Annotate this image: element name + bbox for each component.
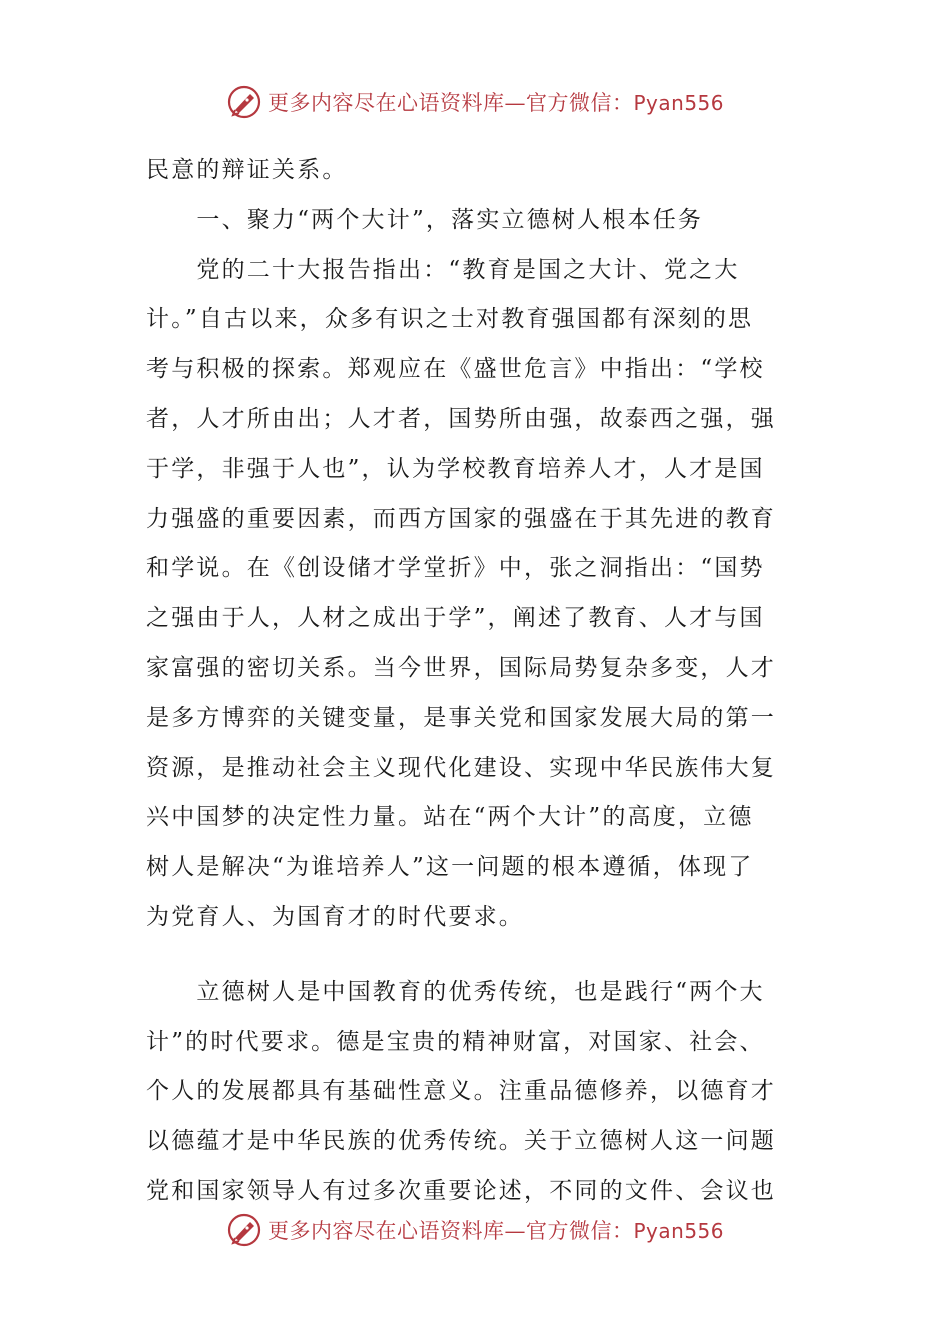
text-line: 和学说。在《创设储才学堂折》中，张之洞指出：“国势 <box>146 555 765 582</box>
text-line: 兴中国梦的决定性力量。站在“两个大计”的高度，立德 <box>146 804 754 831</box>
header-account-id: Pyan556 <box>633 91 724 115</box>
text-line: 家富强的密切关系。当今世界，国际局势复杂多变，人才 <box>146 654 776 681</box>
text-line: 个人的发展都具有基础性意义。注重品德修养，以德育才 <box>146 1078 776 1105</box>
footer-account-label: 官方微信： <box>525 1219 634 1243</box>
text-line: 之强由于人，人材之成出于学”，阐述了教育、人才与国 <box>146 605 765 632</box>
document-body <box>146 146 808 1217</box>
text-line: 是多方博弈的关键变量，是事关党和国家发展大局的第一 <box>146 704 776 731</box>
header-watermark <box>0 82 950 122</box>
footer-watermark-text <box>268 1215 724 1245</box>
header-brand: 更多内容尽在心语资料库 <box>267 91 505 115</box>
text-line: 计”的时代要求。德是宝贵的精神财富，对国家、社会、 <box>146 1028 765 1055</box>
text-line: 考与积极的探索。郑观应在《盛世危言》中指出：“学校 <box>146 356 765 383</box>
text-block-2 <box>146 968 808 1217</box>
text-line: 计。”自古以来，众多有识之士对教育强国都有深刻的思 <box>146 306 754 333</box>
paragraph-gap <box>146 943 808 968</box>
footer-brand: 更多内容尽在心语资料库 <box>267 1219 505 1243</box>
text-line: 力强盛的重要因素，而西方国家的强盛在于其先进的教育 <box>146 505 776 532</box>
text-line: 为党育人、为国育才的时代要求。 <box>146 903 524 930</box>
text-line: 民意的辩证关系。 <box>146 157 348 183</box>
pen-nib-icon <box>226 84 262 120</box>
header-dash: — <box>504 91 526 115</box>
text-line: 以德蕴才是中华民族的优秀传统。关于立德树人这一问题 <box>146 1128 776 1155</box>
footer-watermark <box>0 1210 950 1250</box>
text-line: 立德树人是中国教育的优秀传统，也是践行“两个大 <box>146 978 765 1005</box>
text-line: 树人是解决“为谁培养人”这一问题的根本遵循，体现了 <box>146 854 754 881</box>
text-line: 一、聚力“两个大计”，落实立德树人根本任务 <box>146 206 704 233</box>
text-block-1 <box>146 146 808 943</box>
text-line: 党的二十大报告指出：“教育是国之大计、党之大 <box>146 256 740 283</box>
text-line: 于学，非强于人也”，认为学校教育培养人才，人才是国 <box>146 455 765 482</box>
text-line: 资源，是推动社会主义现代化建设、实现中华民族伟大复 <box>146 754 776 781</box>
header-watermark-text <box>268 87 724 117</box>
footer-account-id: Pyan556 <box>633 1219 724 1243</box>
footer-dash: — <box>504 1219 526 1243</box>
text-line: 者，人才所由出；人才者，国势所由强，故泰西之强，强 <box>146 405 776 432</box>
text-line: 党和国家领导人有过多次重要论述，不同的文件、会议也 <box>146 1177 776 1204</box>
pen-nib-icon <box>226 1212 262 1248</box>
header-account-label: 官方微信： <box>525 91 634 115</box>
